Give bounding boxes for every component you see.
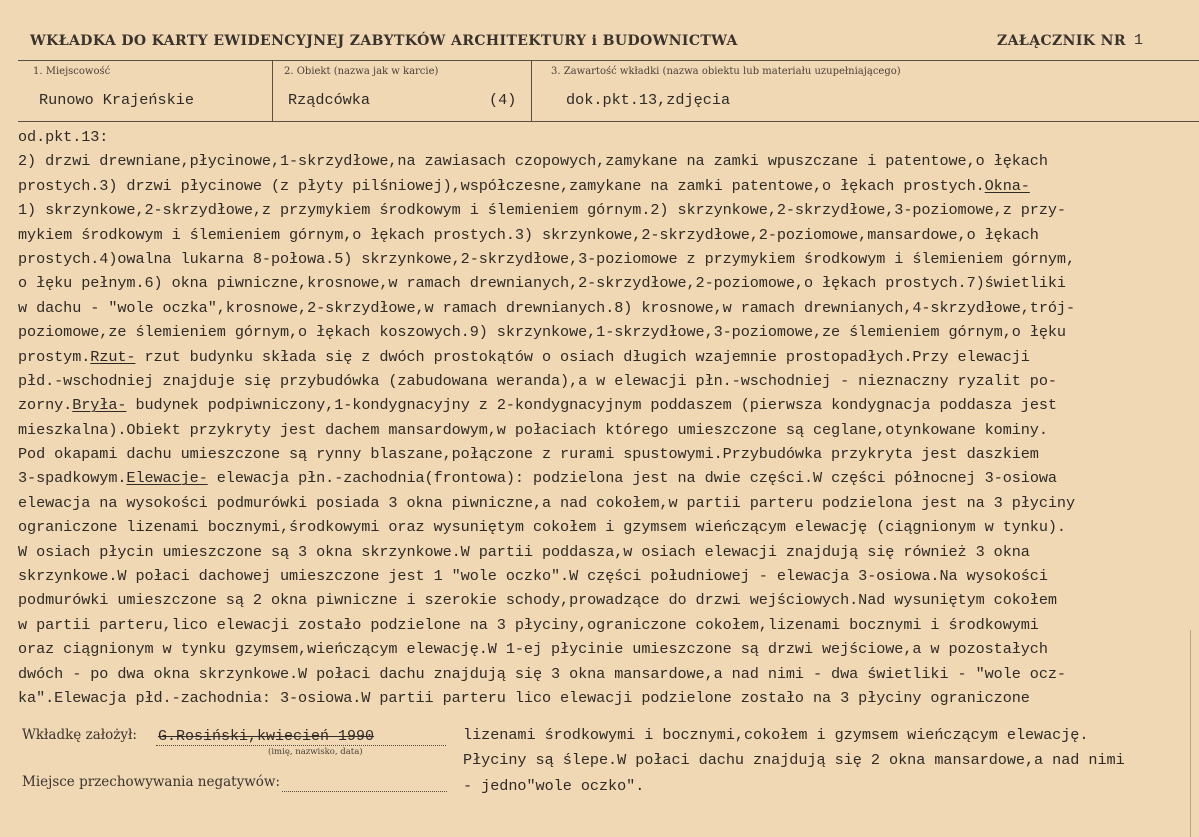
text-line <box>18 662 1199 686</box>
card-title: WKŁADKA DO KARTY EWIDENCYJNEJ ZABYTKÓW ARCHITEKTURY i BUDOWNICTWA <box>30 33 738 49</box>
annex-label: ZAŁĄCZNIK NR <box>997 33 1126 49</box>
text-segment: budynek podpiwniczony,1-kondygnacyjny z 2-kondygnacyjnym poddaszem (pierwsza kondygnacja poddasza jest <box>126 396 1057 415</box>
text-segment: ograniczone lizenami bocznymi,środkowymi oraz wysuniętym cokołem i gzymsem wieńczącym elewację (ciągnionym w tynku). <box>18 518 1066 537</box>
continuation-text <box>463 723 1199 799</box>
section-heading: Okna- <box>984 176 1030 195</box>
field-divider <box>272 61 273 121</box>
field-divider <box>531 61 532 121</box>
continuation-line: Płyciny są ślepe.W połaci dachu znajdują się 2 okna mansardowe,a nad nimi <box>463 751 1125 770</box>
author-label: Wkładkę założył: <box>22 727 137 743</box>
text-line <box>18 515 1199 539</box>
text-segment: w partii parteru,lico elewacji zostało podzielone na 3 płyciny,ograniczone cokołem,lizenami bocznymi i środkowymi <box>18 615 1039 634</box>
text-line <box>18 369 1199 393</box>
text-line <box>18 296 1199 320</box>
text-segment: od.pkt.13: <box>18 128 109 146</box>
paper-edge <box>1190 630 1199 837</box>
text-line <box>18 271 1199 295</box>
author-caption: (imię, nazwisko, data) <box>268 747 363 757</box>
text-line <box>18 442 1199 466</box>
section-heading: Elewacje- <box>126 469 208 488</box>
text-line <box>18 418 1199 442</box>
text-line <box>18 247 1199 271</box>
text-line <box>18 345 1199 369</box>
section-heading: Rzut- <box>90 347 136 366</box>
author-value: G.Rosiński,kwiecień 1990 <box>158 728 375 745</box>
text-segment: w dachu - "wole oczka",krosnowe,2-skrzydłowe,w ramach drewnianych.8) krosnowe,w ramach drewnianych,4-skrzydłowe,trój- <box>18 298 1075 317</box>
annex-number: 1 <box>1134 32 1144 49</box>
text-segment: rzut budynku składa się z dwóch prostokątów o osiach długich wzajemnie prostopadłych.Przy elewacji <box>135 347 1030 366</box>
text-segment: prostych.3) drzwi płycinowe (z płyty pilśniowej),współczesne,zamykane na zamki patentowe,o łękach prostych. <box>18 176 985 195</box>
section-heading: Bryła- <box>72 396 127 415</box>
text-line <box>18 393 1199 417</box>
text-segment: poziomowe,ze ślemieniem górnym,o łękach koszowych.9) skrzynkowe,1-skrzydłowe,3-poziomowe,ze ślemieniem górnym,o łęku <box>18 323 1066 342</box>
locality-label: 1. Miejscowość <box>33 66 111 77</box>
negatives-label: Miejsce przechowywania negatywów: <box>22 774 281 790</box>
text-segment: ka".Elewacja płd.-zachodnia: 3-osiowa.W partii parteru lico elewacji podzielone zostało na 3 płyciny ograniczone <box>18 688 1030 707</box>
text-line <box>18 613 1199 637</box>
locality-value: Runowo Krajeńskie <box>39 91 194 109</box>
text-segment: płd.-wschodniej znajduje się przybudówka (zabudowana weranda),a w elewacji płn.-wschodniej - nieznaczny ryzalit po- <box>18 371 1057 390</box>
text-segment: dwóch - po dwa okna skrzynkowe.W połaci dachu znajdują się 3 okna mansardowe,a nad nimi - dwa świetliki - "wole ocz- <box>18 664 1066 683</box>
text-segment: zorny. <box>18 396 73 415</box>
text-segment: 1) skrzynkowe,2-skrzydłowe,z przymykiem środkowym i ślemieniem górnym.2) skrzynkowe,2-skrzydłowe,3-poziomowe,z przy- <box>18 201 1066 220</box>
text-segment: W osiach płycin umieszczone są 3 okna skrzynkowe.W partii poddasza,w osiach elewacji znajdują się również 3 okna <box>18 542 1030 561</box>
text-segment: prostych.4)owalna lukarna 8-połowa.5) skrzynkowe,2-skrzydłowe,3-poziomowe z przymykiem środkowym i ślemieniem górnym, <box>18 249 1075 268</box>
text-segment: podmurówki umieszczone są 2 okna piwniczne i szerokie schody,prowadzące do drzwi wejściowych.Nad wysuniętym cokołem <box>18 591 1057 610</box>
header-divider <box>18 60 1199 61</box>
text-segment: 3-spadkowym. <box>18 469 127 488</box>
text-segment: oraz ciągnionym w tynku gzymsem,wieńczącym elewację.W 1-ej płycinie umieszczone są drzwi wejściowe,a w pozostałych <box>18 640 1048 659</box>
text-line <box>18 125 1199 149</box>
text-segment: mykiem środkowym i ślemieniem górnym,o łękach prostych.3) skrzynkowe,2-skrzydłowe,2-poziomowe,mansardowe,o łękach <box>18 225 1039 244</box>
text-segment: Pod okapami dachu umieszczone są rynny blaszane,połączone z rurami spustowymi.Przybudówka przykryta jest daszkiem <box>18 445 1039 464</box>
content-value: dok.pkt.13,zdjęcia <box>566 91 731 109</box>
text-segment: elewacja płn.-zachodnia(frontowa): podzielona jest na dwie części.W części północnej 3-osiowa <box>207 469 1057 488</box>
text-line <box>18 223 1199 247</box>
text-line <box>18 540 1199 564</box>
continuation-line: lizenami środkowymi i bocznymi,cokołem i gzymsem wieńczącym elewację. <box>463 726 1089 744</box>
continuation-line: - jedno"wole oczko". <box>463 776 645 795</box>
description-text <box>18 125 1199 710</box>
text-line <box>18 149 1199 173</box>
text-segment: prostym. <box>18 347 91 366</box>
text-line <box>18 466 1199 490</box>
text-segment: elewacja na wysokości podmurówki posiada 3 okna piwniczne,a nad cokołem,w partii parteru podzielona jest na 3 płyciny <box>18 493 1075 512</box>
object-number: (4) <box>489 91 517 109</box>
text-line <box>18 637 1199 661</box>
object-label: 2. Obiekt (nazwa jak w karcie) <box>284 66 439 77</box>
text-line <box>18 198 1199 222</box>
text-segment: o łęku pełnym.6) okna piwniczne,krosnowe,w ramach drewnianych,2-skrzydłowe,2-poziomowe,o łękach prostych.7)świetliki <box>18 274 1066 293</box>
text-line <box>18 588 1199 612</box>
text-segment: 2) drzwi drewniane,płycinowe,1-skrzydłowe,na zawiasach czopowych,zamykane na zamki wpuszczane i patentowe,o łękach <box>18 152 1048 171</box>
text-line <box>18 320 1199 344</box>
negatives-dotted-line <box>282 791 447 792</box>
object-value: Rządcówka <box>288 91 371 109</box>
text-line <box>18 174 1199 198</box>
text-line <box>18 686 1199 710</box>
content-label: 3. Zawartość wkładki (nazwa obiektu lub materiału uzupełniającego) <box>551 66 901 77</box>
text-segment: skrzynkowe.W połaci dachowej umieszczone jest 1 "wole oczko".W części południowej - elewacja 3-osiowa.Na wysokości <box>18 567 1048 586</box>
text-segment: mieszkalna).Obiekt przykryty jest dachem mansardowym,w połaciach którego umieszczone są ceglane,otynkowane kominy. <box>18 420 1048 439</box>
text-line <box>18 564 1199 588</box>
text-line <box>18 491 1199 515</box>
author-dotted-line <box>156 745 446 746</box>
fields-divider <box>18 121 1199 122</box>
